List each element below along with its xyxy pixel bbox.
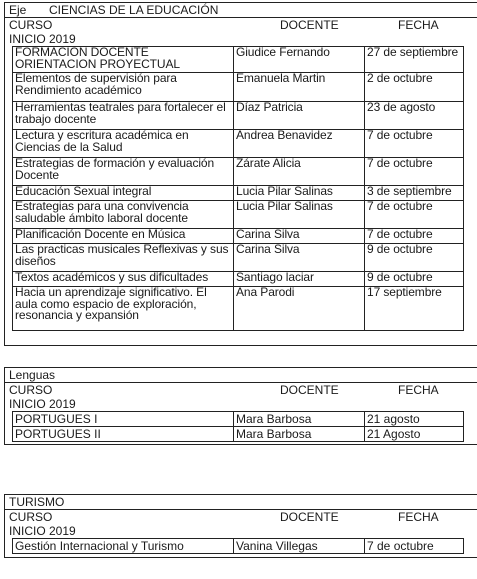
table-row	[13, 73, 464, 102]
course-cell: Hacia un aprendizaje significativo. El aula como espacio de exploración, resonancia y expansión	[13, 287, 234, 331]
date-cell: 9 de octubre	[365, 244, 464, 272]
table-row	[13, 539, 464, 554]
course-cell: Gestión Internacional y Turismo	[13, 539, 234, 554]
section-title: Lenguas	[5, 368, 477, 383]
inicio-label: INICIO 2019	[9, 32, 76, 46]
date-cell: 7 de octubre	[365, 539, 464, 554]
teacher-cell: Santiago laciar	[234, 272, 365, 287]
inicio-label: INICIO 2019	[9, 524, 76, 538]
course-cell: Educación Sexual integral	[13, 186, 234, 201]
date-cell: 7 de octubre	[365, 158, 464, 186]
courses-table	[12, 538, 464, 554]
course-cell: Las practicas musicales Reflexivas y sus diseños	[13, 244, 234, 272]
date-cell: 21 agosto	[365, 412, 464, 427]
section-title	[5, 3, 477, 18]
header-fecha: FECHA	[398, 18, 439, 32]
header-curso: CURSO	[9, 383, 53, 397]
section-ciencias-educacion	[4, 2, 477, 346]
header-curso: CURSO	[9, 510, 53, 524]
teacher-cell: Mara Barbosa	[234, 427, 365, 442]
table-row	[13, 287, 464, 331]
teacher-cell: Lucia Pilar Salinas	[234, 201, 365, 229]
table-row	[13, 201, 464, 229]
table-row	[13, 130, 464, 158]
teacher-cell: Giudice Fernando	[234, 47, 365, 73]
section-title-text: CIENCIAS DE LA EDUCACIÓN	[49, 3, 219, 17]
date-cell: 7 de octubre	[365, 130, 464, 158]
inicio-label: INICIO 2019	[9, 397, 76, 411]
date-cell: 21 Agosto	[365, 427, 464, 442]
date-cell: 17 septiembre	[365, 287, 464, 331]
teacher-cell: Andrea Benavidez	[234, 130, 365, 158]
teacher-cell: Carina Silva	[234, 229, 365, 244]
teacher-cell: Carina Silva	[234, 244, 365, 272]
course-cell: Estrategias para una convivencia saludable ámbito laboral docente	[13, 201, 234, 229]
date-cell: 7 de octubre	[365, 229, 464, 244]
course-cell: Herramientas teatrales para fortalecer el trabajo docente	[13, 102, 234, 130]
teacher-cell: Díaz Patricia	[234, 102, 365, 130]
date-cell: 27 de septiembre	[365, 47, 464, 73]
course-cell: Estrategias de formación y evaluación Docente	[13, 158, 234, 186]
column-header	[5, 18, 477, 32]
column-header	[5, 383, 477, 397]
date-cell: 23 de agosto	[365, 102, 464, 130]
section-turismo	[4, 494, 477, 558]
teacher-cell: Emanuela Martin	[234, 73, 365, 102]
date-cell: 9 de octubre	[365, 272, 464, 287]
date-cell: 7 de octubre	[365, 201, 464, 229]
header-curso: CURSO	[9, 18, 53, 32]
header-fecha: FECHA	[398, 510, 439, 524]
course-cell: PORTUGUES I	[13, 412, 234, 427]
courses-table	[12, 411, 464, 442]
table-row	[13, 158, 464, 186]
date-cell: 2 de octubre	[365, 73, 464, 102]
course-cell: Textos académicos y sus dificultades	[13, 272, 234, 287]
table-row	[13, 102, 464, 130]
section-lenguas	[4, 367, 477, 445]
course-cell: PORTUGUES II	[13, 427, 234, 442]
column-header	[5, 510, 477, 524]
table-row	[13, 229, 464, 244]
table-row	[13, 412, 464, 427]
header-docente: DOCENTE	[280, 18, 339, 32]
course-cell: FORMACION DOCENTE ORIENTACION PROYECTUAL	[13, 47, 234, 73]
teacher-cell: Ana Parodi	[234, 287, 365, 331]
header-docente: DOCENTE	[280, 383, 339, 397]
date-cell: 3 de septiembre	[365, 186, 464, 201]
teacher-cell: Mara Barbosa	[234, 412, 365, 427]
teacher-cell: Vanina Villegas	[234, 539, 365, 554]
course-cell: Lectura y escritura académica en Ciencias de la Salud	[13, 130, 234, 158]
section-title: TURISMO	[5, 495, 477, 510]
section-title-prefix: Eje	[9, 3, 27, 17]
table-row	[13, 47, 464, 73]
course-cell: Elementos de supervisión para Rendimiento académico	[13, 73, 234, 102]
table-row	[13, 272, 464, 287]
header-docente: DOCENTE	[280, 510, 339, 524]
table-row	[13, 244, 464, 272]
header-fecha: FECHA	[398, 383, 439, 397]
teacher-cell: Zárate Alicia	[234, 158, 365, 186]
courses-table	[12, 46, 464, 331]
course-cell: Planificación Docente en Música	[13, 229, 234, 244]
table-row	[13, 427, 464, 442]
table-row	[13, 186, 464, 201]
teacher-cell: Lucia Pilar Salinas	[234, 186, 365, 201]
